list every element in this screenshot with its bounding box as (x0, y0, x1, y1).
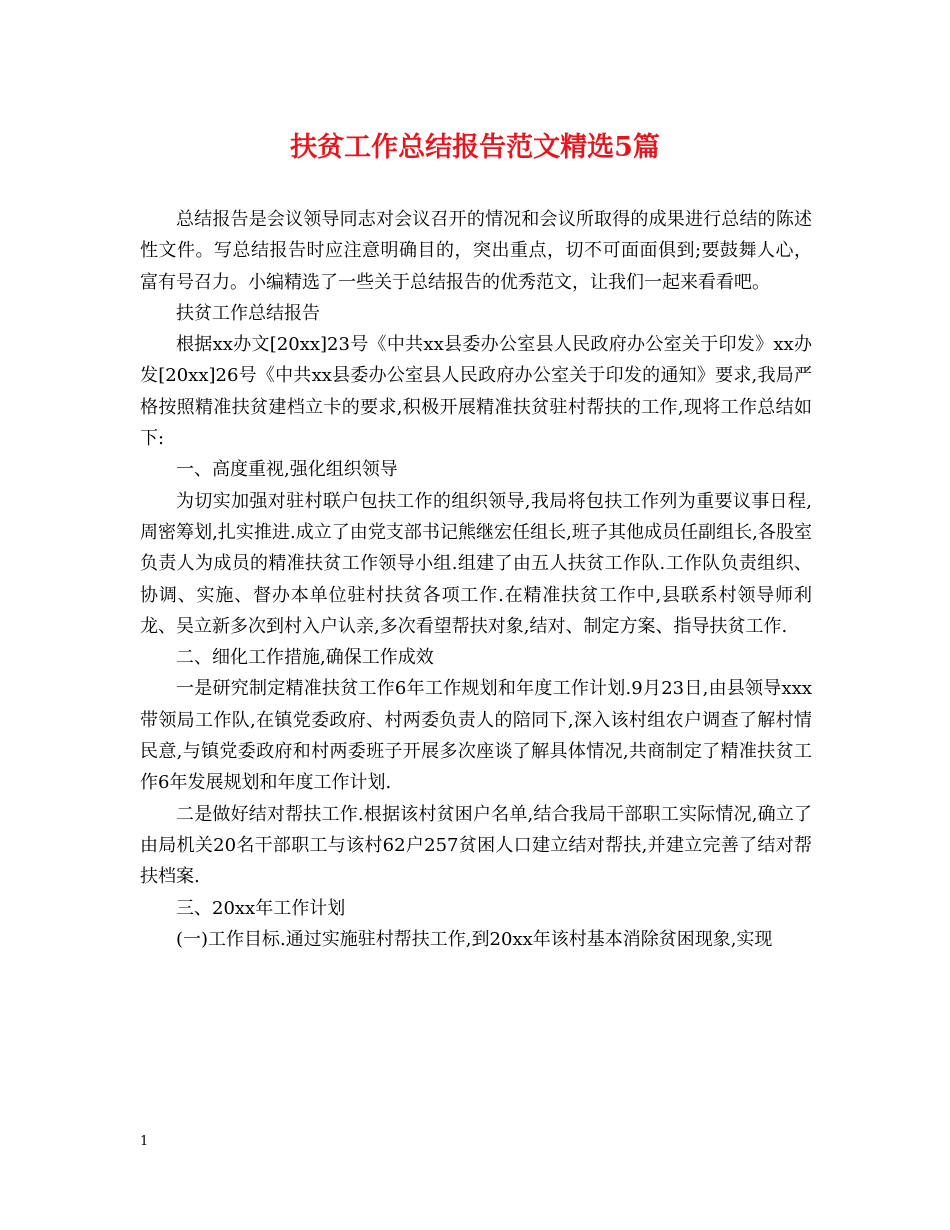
section-heading-3: 三、20xx年工作计划 (176, 897, 346, 919)
document-body (140, 204, 812, 955)
paragraph-pairing: 二是做好结对帮扶工作.根据该村贫困户名单,结合我局干部职工实际情况,确立了由局机关20名干部职工与该村62户257贫困人口建立结对帮扶,并建立完善了结对帮扶档案. (140, 803, 812, 888)
section-heading-1: 一、高度重视,强化组织领导 (176, 459, 398, 481)
paragraph-goal: (一)工作目标.通过实施驻村帮扶工作,到20xx年该村基本消除贫困现象,实现 (176, 928, 773, 950)
paragraph-planning: 一是研究制定精准扶贫工作6年工作规划和年度工作计划.9月23日,由县领导xxx带领局工作队,在镇党委政府、村两委负责人的陪同下,深入该村组农户调查了解村情民意,与镇党委政府和村两委班子开展多次座谈了解具体情况,共商制定了精准扶贫工作6年发展规划和年度工作计划. (140, 678, 812, 794)
section-heading-report: 扶贫工作总结报告 (176, 302, 320, 324)
document-title: 扶贫工作总结报告范文精选5篇 (290, 132, 660, 163)
paragraph-organization: 为切实加强对驻村联户包扶工作的组织领导,我局将包扶工作列为重要议事日程,周密筹划,扎实推进.成立了由党支部书记熊继宏任组长,班子其他成员任副组长,各股室负责人为成员的精准扶贫工作领导小组.组建了由五人扶贫工作队.工作队负责组织、协调、实施、督办本单位驻村扶贫各项工作.在精准扶贫工作中,县联系村领导师利龙、吴立新多次到村入户认亲,多次看望帮扶对象,结对、制定方案、指导扶贫工作. (140, 490, 812, 637)
paragraph-intro: 总结报告是会议领导同志对会议召开的情况和会议所取得的成果进行总结的陈述性文件。写总结报告时应注意明确目的，突出重点，切不可面面俱到;要鼓舞人心，富有号召力。小编精选了一些关于总结报告的优秀范文，让我们一起来看看吧。 (140, 209, 812, 293)
paragraph-basis: 根据xx办文[20xx]23号《中共xx县委办公室县人民政府办公室关于印发》xx办发[20xx]26号《中共xx县委办公室县人民政府办公室关于印发的通知》要求,我局严格按照精准扶贫建档立卡的要求,积极开展精准扶贫驻村帮扶的工作,现将工作总结如下: (140, 334, 812, 450)
page-number: 1 (140, 1134, 149, 1149)
section-heading-2: 二、细化工作措施,确保工作成效 (176, 647, 434, 669)
